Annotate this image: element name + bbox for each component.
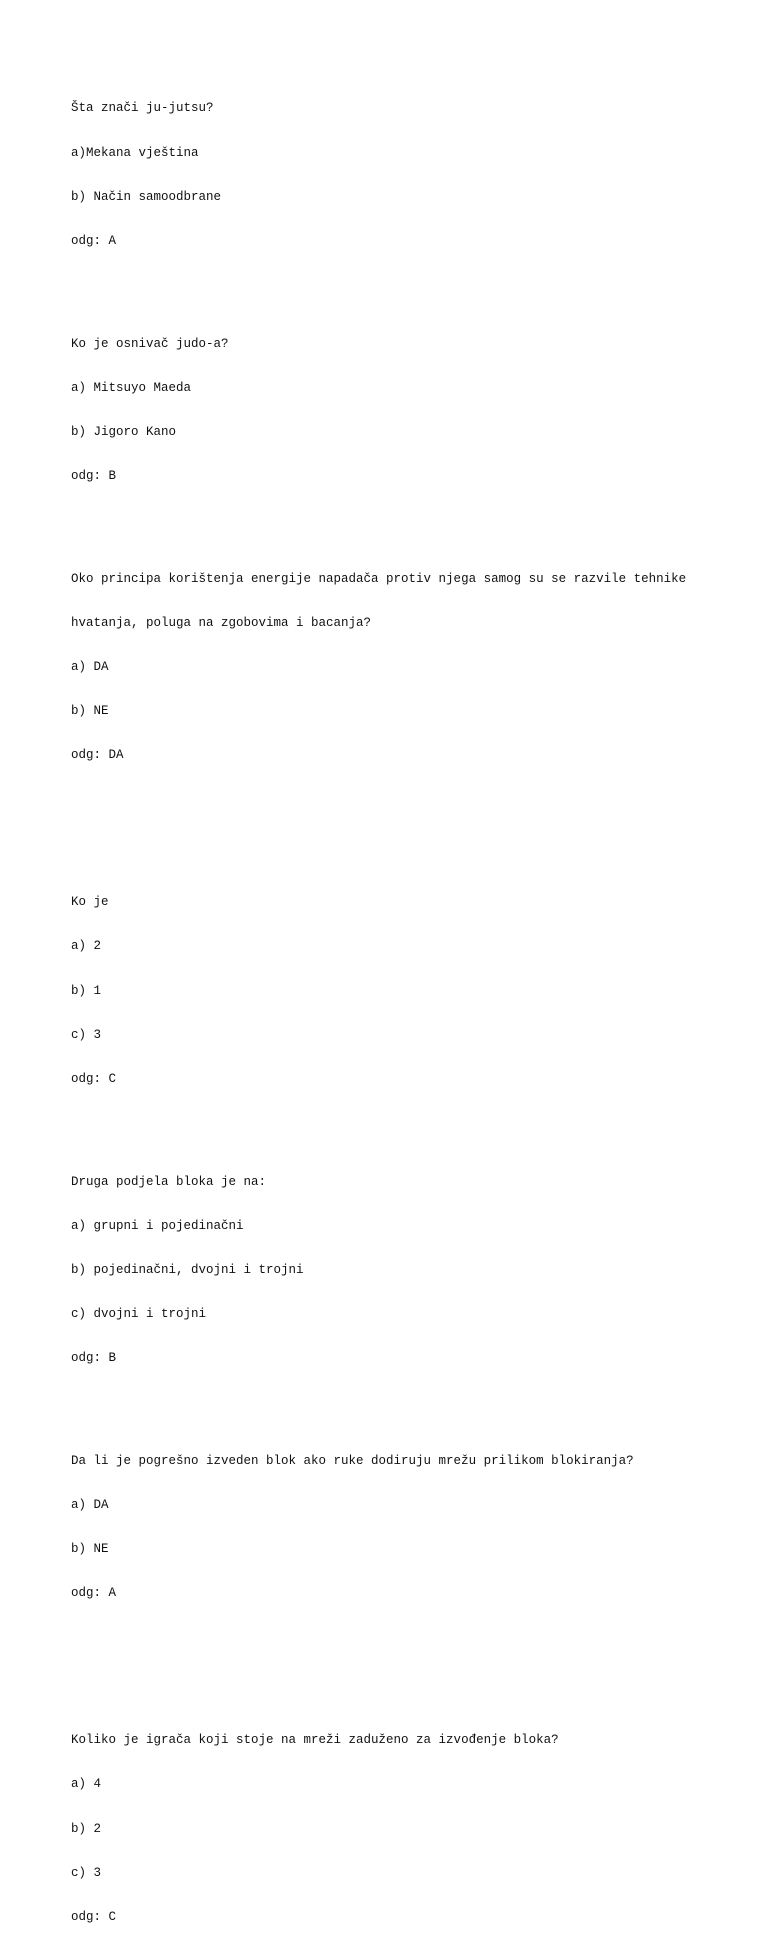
answer-key: odg: B [71,1351,117,1366]
answer-key: odg: A [71,233,117,248]
answer-key: odg: C [71,1071,117,1086]
answer-key: odg: A [71,1586,117,1601]
blank-line [71,837,731,852]
answer-option: a)Mekana vještina [71,145,199,160]
answer-key: odg: B [71,468,117,483]
answer-option: a) grupni i pojedinačni [71,1218,244,1233]
answer-option: c) 3 [71,1027,102,1042]
blank-line [71,792,731,807]
blank-line [71,1116,731,1131]
answer-key: odg: C [71,1909,117,1924]
answer-option: b) NE [71,1542,109,1557]
answer-option: a) 2 [71,939,102,954]
question-text: Druga podjela bloka je na: [71,1174,267,1189]
question-text: Da li je pogrešno izveden blok ako ruke dodiruju mrežu prilikom blokiranja? [71,1454,634,1468]
blank-line [71,1395,731,1410]
answer-option: a) DA [71,660,109,675]
question-text: Koliko je igrača koji stoje na mreži zaduženo za izvođenje bloka? [71,1733,559,1748]
answer-option: c) dvojni i trojni [71,1306,207,1321]
answer-option: b) Jigoro Kano [71,424,177,439]
question-text: Ko je osnivač judo-a? [71,336,229,351]
answer-option: b) NE [71,704,109,719]
answer-option: b) pojedinačni, dvojni i trojni [71,1262,304,1277]
answer-option: a) DA [71,1498,109,1513]
blank-line [71,1675,731,1690]
answer-key: odg: DA [71,748,124,763]
answer-option: a) 4 [71,1777,102,1792]
blank-line [71,1630,731,1645]
blank-line [71,278,731,293]
blank-line [71,513,731,528]
question-text-continued: hvatanja, poluga na zgobovima i bacanja? [71,615,372,630]
question-text: Oko principa korištenja energije napadača protiv njega samog su se razvile tehnike [71,571,687,586]
answer-option: c) 3 [71,1865,102,1880]
document-body [71,72,731,1954]
question-text: Ko je [71,895,109,910]
answer-option: b) 2 [71,1821,102,1836]
answer-option: a) Mitsuyo Maeda [71,380,192,395]
question-text: Šta znači ju-jutsu? [71,101,214,116]
answer-option: b) 1 [71,983,102,998]
answer-option: b) Način samoodbrane [71,189,222,204]
